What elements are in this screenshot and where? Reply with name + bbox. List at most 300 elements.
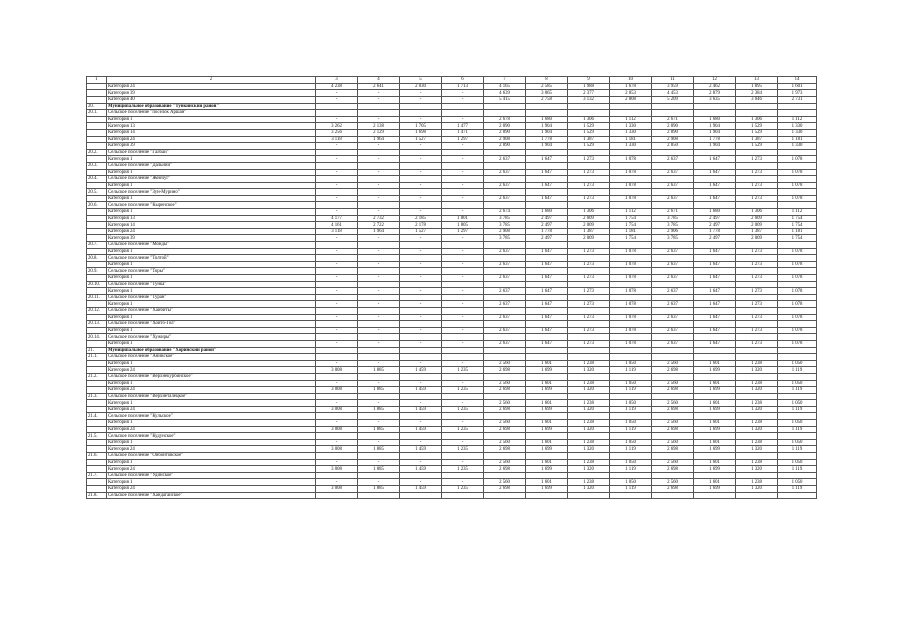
value-cell: 1 647 [694, 182, 736, 189]
settlement-row [87, 202, 817, 209]
value-cell: 3 046 [736, 96, 778, 103]
value-cell: 1 050 [778, 380, 817, 387]
value-cell [736, 103, 778, 110]
row-number: 21. [87, 347, 107, 354]
value-cell [778, 255, 817, 262]
value-cell [358, 492, 400, 499]
value-cell: 1 647 [526, 275, 568, 282]
value-cell: 1 330 [778, 129, 817, 136]
value-cell [610, 268, 652, 275]
category-row [87, 136, 817, 143]
row-name: Категория 14 [107, 222, 316, 229]
value-cell: 1 647 [694, 301, 736, 308]
value-cell: 1 050 [778, 420, 817, 427]
value-cell [442, 202, 484, 209]
value-cell: 2 637 [484, 314, 526, 321]
value-cell: 1 119 [610, 426, 652, 433]
value-cell: - [316, 90, 358, 97]
row-name: Категория 1 [107, 340, 316, 347]
value-cell: 1 273 [736, 314, 778, 321]
row-number [87, 387, 107, 394]
value-cell [526, 281, 568, 288]
value-cell [778, 413, 817, 420]
value-cell [652, 149, 694, 156]
value-cell [694, 162, 736, 169]
value-cell: 2 030 [400, 83, 442, 90]
value-cell: 3 785 [652, 215, 694, 222]
value-cell [316, 176, 358, 183]
value-cell [316, 281, 358, 288]
row-number [87, 116, 107, 123]
value-cell [736, 347, 778, 354]
category-row [87, 367, 817, 374]
row-name: Категория 24 [107, 406, 316, 413]
value-cell: 1 754 [610, 222, 652, 229]
value-cell: 1 885 [358, 406, 400, 413]
value-cell [694, 255, 736, 262]
value-cell [526, 373, 568, 380]
value-cell [778, 354, 817, 361]
value-cell [694, 242, 736, 249]
value-cell [358, 373, 400, 380]
value-cell: - [400, 380, 442, 387]
category-row [87, 261, 817, 268]
value-cell: 2 731 [778, 96, 817, 103]
value-cell: - [442, 195, 484, 202]
value-cell: 1 050 [778, 439, 817, 446]
value-cell: 1 119 [610, 486, 652, 493]
value-cell [400, 294, 442, 301]
value-cell: 1 078 [778, 327, 817, 334]
value-cell: 1 273 [736, 288, 778, 295]
value-cell [652, 281, 694, 288]
value-cell: - [316, 195, 358, 202]
category-row [87, 439, 817, 446]
row-name: Категория 24 [107, 367, 316, 374]
row-name: Сельское поселение "Анинское" [107, 354, 316, 361]
row-number [87, 466, 107, 473]
value-cell [526, 492, 568, 499]
value-cell [358, 176, 400, 183]
row-name: Сельское поселение "Дальний" [107, 162, 316, 169]
value-cell: 1 647 [526, 327, 568, 334]
row-number: 20.8. [87, 255, 107, 262]
value-cell [358, 162, 400, 169]
value-cell [736, 176, 778, 183]
value-cell: - [442, 420, 484, 427]
value-cell: 1 078 [778, 314, 817, 321]
row-name: Категория 24 [107, 486, 316, 493]
value-cell: 1 078 [610, 248, 652, 255]
value-cell: 2 890 [652, 123, 694, 130]
value-cell [316, 472, 358, 479]
settlement-row [87, 354, 817, 361]
value-cell: 1 459 [400, 486, 442, 493]
value-cell: 1 078 [778, 301, 817, 308]
row-number [87, 406, 107, 413]
value-cell [568, 472, 610, 479]
value-cell: 1 705 [400, 123, 442, 130]
value-cell: 2 637 [484, 195, 526, 202]
value-cell: - [400, 96, 442, 103]
value-cell: - [442, 380, 484, 387]
value-cell [652, 176, 694, 183]
value-cell: - [442, 288, 484, 295]
value-cell: 2 497 [694, 222, 736, 229]
value-cell: - [442, 209, 484, 216]
value-cell [400, 413, 442, 420]
value-cell: 1 699 [526, 387, 568, 394]
table-header-row [87, 77, 817, 84]
value-cell [358, 433, 400, 440]
value-cell [778, 149, 817, 156]
value-cell: 1 181 [610, 228, 652, 235]
value-cell: 1 387 [568, 228, 610, 235]
value-cell: 1 078 [610, 156, 652, 163]
category-row [87, 143, 817, 150]
value-cell: 1 119 [610, 446, 652, 453]
value-cell [358, 453, 400, 460]
value-cell: 2 678 [484, 116, 526, 123]
row-number [87, 222, 107, 229]
value-cell: 1 078 [778, 156, 817, 163]
value-cell: 2 890 [484, 129, 526, 136]
row-number [87, 96, 107, 103]
settlement-row [87, 281, 817, 288]
row-number: 21.4. [87, 413, 107, 420]
value-cell: 2 879 [694, 90, 736, 97]
value-cell [358, 413, 400, 420]
value-cell: - [442, 169, 484, 176]
value-cell [526, 472, 568, 479]
row-name: Сельское поселение "Верхнеталецкое" [107, 393, 316, 400]
settlement-row [87, 176, 817, 183]
value-cell: - [316, 439, 358, 446]
value-cell: 2 053 [610, 90, 652, 97]
value-cell: - [400, 301, 442, 308]
value-cell: 1 273 [568, 156, 610, 163]
value-cell: 1 330 [610, 143, 652, 150]
value-cell [778, 202, 817, 209]
value-cell: 1 238 [568, 420, 610, 427]
value-cell [400, 202, 442, 209]
value-cell: 1 273 [736, 182, 778, 189]
value-cell: 2 009 [568, 235, 610, 242]
value-cell [484, 354, 526, 361]
row-number: 20.10. [87, 281, 107, 288]
value-cell: 2 637 [652, 301, 694, 308]
value-cell: - [358, 340, 400, 347]
value-cell [526, 176, 568, 183]
column-number-header: 2 [107, 77, 316, 84]
category-row [87, 360, 817, 367]
value-cell [568, 433, 610, 440]
row-number: 21.3. [87, 393, 107, 400]
value-cell [484, 176, 526, 183]
value-cell: 1 754 [778, 222, 817, 229]
value-cell: 1 330 [778, 123, 817, 130]
column-number-header: 8 [526, 77, 568, 84]
row-name: Сельское поселение "Тунка" [107, 281, 316, 288]
value-cell: 1 238 [568, 459, 610, 466]
value-cell: 1 273 [568, 195, 610, 202]
value-cell: 1 699 [526, 486, 568, 493]
value-cell: 1 713 [442, 83, 484, 90]
value-cell [400, 354, 442, 361]
value-cell [358, 202, 400, 209]
value-cell: 3 008 [316, 466, 358, 473]
value-cell: - [316, 209, 358, 216]
value-cell [526, 347, 568, 354]
value-cell [568, 453, 610, 460]
category-row [87, 169, 817, 176]
row-name: Категория 1 [107, 380, 316, 387]
value-cell [736, 202, 778, 209]
value-cell [778, 103, 817, 110]
row-name: Сельское поселение "Кыренское" [107, 202, 316, 209]
value-cell: 1 297 [442, 136, 484, 143]
value-cell: 1 320 [568, 367, 610, 374]
value-cell [778, 176, 817, 183]
value-cell [736, 472, 778, 479]
value-cell: - [316, 182, 358, 189]
value-cell: 1 238 [736, 400, 778, 407]
value-cell: 2 698 [484, 466, 526, 473]
row-name: Сельское поселение "Хандагайское" [107, 492, 316, 499]
value-cell [400, 334, 442, 341]
value-cell: - [442, 156, 484, 163]
settlement-row [87, 307, 817, 314]
value-cell: 1 238 [736, 360, 778, 367]
row-number: 21.7. [87, 472, 107, 479]
value-cell [694, 176, 736, 183]
value-cell [442, 393, 484, 400]
value-cell: 1 699 [694, 406, 736, 413]
row-name: Категория 1 [107, 261, 316, 268]
value-cell [316, 242, 358, 249]
value-cell: 1 078 [778, 340, 817, 347]
row-number [87, 182, 107, 189]
value-cell: 1 529 [736, 143, 778, 150]
value-cell: - [400, 439, 442, 446]
row-number: 20.14. [87, 334, 107, 341]
value-cell: 2 497 [526, 235, 568, 242]
value-cell [568, 242, 610, 249]
value-cell: 1 647 [694, 314, 736, 321]
value-cell [358, 347, 400, 354]
value-cell: 1 320 [736, 387, 778, 394]
value-cell: 1 119 [610, 387, 652, 394]
value-cell: 1 964 [358, 228, 400, 235]
row-number [87, 400, 107, 407]
value-cell [358, 242, 400, 249]
value-cell: 1 754 [610, 215, 652, 222]
value-cell [736, 492, 778, 499]
row-name: Сельское поселение "Хужиры" [107, 334, 316, 341]
settlement-row [87, 492, 817, 499]
value-cell: 1 273 [568, 275, 610, 282]
row-number: 20. [87, 103, 107, 110]
value-cell: 1 119 [610, 367, 652, 374]
value-cell: 3 785 [652, 222, 694, 229]
value-cell: - [400, 261, 442, 268]
value-cell: 2 560 [652, 420, 694, 427]
value-cell [316, 321, 358, 328]
value-cell [484, 492, 526, 499]
value-cell: 1 112 [610, 209, 652, 216]
value-cell [694, 472, 736, 479]
value-cell: - [358, 275, 400, 282]
value-cell: - [442, 439, 484, 446]
value-cell [736, 149, 778, 156]
value-cell [526, 413, 568, 420]
value-cell: - [442, 90, 484, 97]
value-cell [610, 162, 652, 169]
value-cell [316, 433, 358, 440]
value-cell [568, 281, 610, 288]
value-cell: - [316, 400, 358, 407]
value-cell: - [316, 143, 358, 150]
value-cell: 1 078 [778, 169, 817, 176]
value-cell: 1 904 [526, 129, 568, 136]
value-cell: 1 647 [526, 261, 568, 268]
category-row [87, 380, 817, 387]
column-number-header: 11 [652, 77, 694, 84]
value-cell: 2 890 [484, 143, 526, 150]
value-cell: 2 462 [694, 83, 736, 90]
value-cell [526, 433, 568, 440]
value-cell: 2 637 [652, 182, 694, 189]
value-cell [694, 433, 736, 440]
value-cell: - [442, 360, 484, 367]
value-cell: - [442, 314, 484, 321]
value-cell: 1 459 [400, 367, 442, 374]
value-cell: 1 273 [736, 301, 778, 308]
value-cell [484, 347, 526, 354]
value-cell [652, 347, 694, 354]
value-cell: 1 895 [736, 83, 778, 90]
value-cell: - [316, 235, 358, 242]
row-name: Сельское поселение "Кульское" [107, 413, 316, 420]
value-cell [778, 110, 817, 117]
row-number [87, 235, 107, 242]
value-cell: 1 805 [442, 222, 484, 229]
value-cell: 1 273 [736, 169, 778, 176]
value-cell: 1 647 [694, 261, 736, 268]
value-cell: 1 078 [610, 261, 652, 268]
value-cell [694, 189, 736, 196]
row-name: Категория 14 [107, 129, 316, 136]
value-cell: 2 908 [484, 228, 526, 235]
value-cell: 2 009 [568, 215, 610, 222]
value-cell [400, 281, 442, 288]
value-cell [316, 189, 358, 196]
value-cell: - [442, 261, 484, 268]
value-cell [736, 354, 778, 361]
value-cell [568, 162, 610, 169]
value-cell: 1 320 [568, 446, 610, 453]
value-cell: 2 698 [652, 406, 694, 413]
value-cell: - [400, 360, 442, 367]
value-cell [652, 294, 694, 301]
value-cell [316, 162, 358, 169]
category-row [87, 301, 817, 308]
value-cell [736, 307, 778, 314]
value-cell [652, 354, 694, 361]
value-cell [442, 176, 484, 183]
value-cell [442, 162, 484, 169]
value-cell: 1 680 [694, 209, 736, 216]
value-cell: - [316, 301, 358, 308]
row-name: Сельское поселение "Кудунское" [107, 433, 316, 440]
settlement-row [87, 413, 817, 420]
value-cell: 3 008 [316, 446, 358, 453]
value-cell: 1 529 [736, 129, 778, 136]
value-cell: 2 560 [652, 360, 694, 367]
value-cell [652, 334, 694, 341]
value-cell: 2 732 [358, 215, 400, 222]
value-cell: 2 637 [484, 275, 526, 282]
value-cell: - [358, 90, 400, 97]
value-cell [694, 393, 736, 400]
value-cell [400, 307, 442, 314]
value-cell: 2 698 [652, 466, 694, 473]
value-cell: 1 181 [610, 136, 652, 143]
value-cell: 3 008 [316, 367, 358, 374]
value-cell: 1 078 [778, 182, 817, 189]
value-cell [442, 307, 484, 314]
row-number [87, 314, 107, 321]
value-cell: 1 050 [610, 400, 652, 407]
value-cell: - [358, 261, 400, 268]
value-cell: 3 785 [484, 235, 526, 242]
value-cell: 1 647 [526, 301, 568, 308]
value-cell: 2 384 [736, 90, 778, 97]
value-cell: 1 238 [568, 400, 610, 407]
value-cell [652, 453, 694, 460]
value-cell: 2 560 [652, 380, 694, 387]
value-cell [358, 149, 400, 156]
value-cell: 1 459 [400, 426, 442, 433]
value-cell [400, 176, 442, 183]
value-cell [442, 268, 484, 275]
row-name: Категория 24 [107, 426, 316, 433]
value-cell: 1 050 [610, 459, 652, 466]
value-cell [778, 321, 817, 328]
value-cell: 1 699 [694, 426, 736, 433]
value-cell: - [316, 156, 358, 163]
value-cell: 3 118 [316, 228, 358, 235]
row-number: 20.2. [87, 149, 107, 156]
value-cell [568, 492, 610, 499]
value-cell [442, 433, 484, 440]
value-cell: 1 601 [694, 420, 736, 427]
value-cell [400, 393, 442, 400]
value-cell: 3 118 [316, 136, 358, 143]
value-cell: 1 527 [400, 136, 442, 143]
value-cell: 1 273 [736, 248, 778, 255]
value-cell: 1 601 [526, 420, 568, 427]
value-cell: 2 009 [736, 215, 778, 222]
value-cell [652, 255, 694, 262]
value-cell: 2 808 [610, 96, 652, 103]
value-cell [610, 307, 652, 314]
row-name: Категория 13 [107, 123, 316, 130]
row-number: 21.2. [87, 373, 107, 380]
value-cell: 1 078 [610, 314, 652, 321]
value-cell [400, 492, 442, 499]
value-cell [526, 453, 568, 460]
